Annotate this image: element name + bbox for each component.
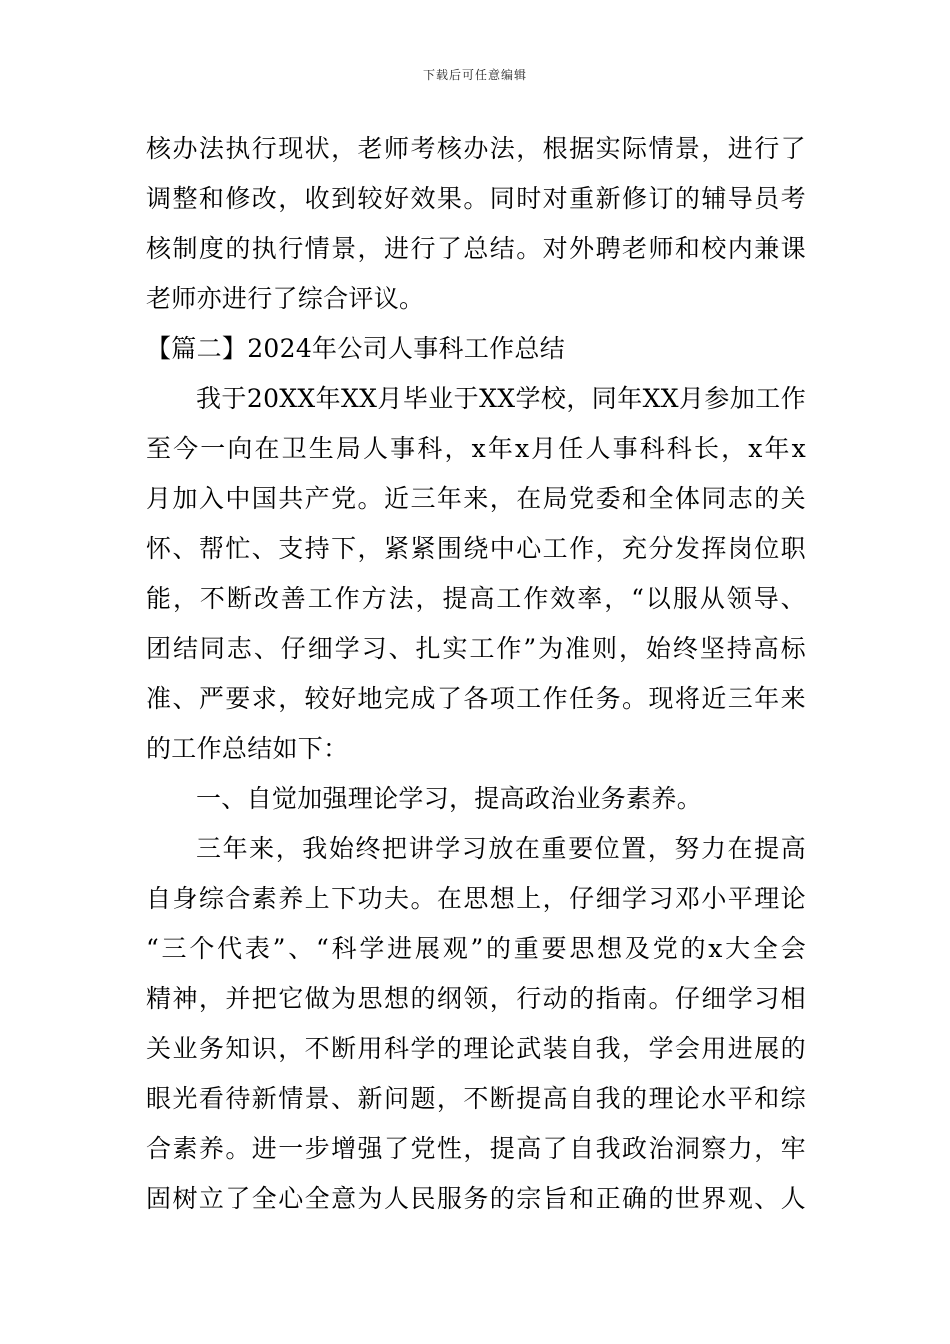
text-line: 关业务知识，不断用科学的理论武装自我，学会用进展的 bbox=[146, 1034, 806, 1063]
text-line: 自身综合素养上下功夫。在思想上，仔细学习邓小平理论 bbox=[146, 884, 806, 913]
text-line: 三年来，我始终把讲学习放在重要位置，努力在提高 bbox=[196, 834, 806, 863]
text-line: 核办法执行现状，老师考核办法，根据实际情景，进行了 bbox=[146, 134, 806, 163]
text-line: 核制度的执行情景，进行了总结。对外聘老师和校内兼课 bbox=[146, 234, 806, 263]
text-line: 合素养。进一步增强了党性，提高了自我政治洞察力，牢 bbox=[146, 1134, 806, 1163]
text-line: 月加入中国共产党。近三年来，在局党委和全体同志的关 bbox=[146, 484, 806, 513]
text-line: 调整和修改，收到较好效果。同时对重新修订的辅导员考 bbox=[146, 184, 806, 213]
text-line: 眼光看待新情景、新问题，不断提高自我的理论水平和综 bbox=[146, 1084, 806, 1113]
section-heading: 【篇二】2024年公司人事科工作总结 bbox=[146, 334, 566, 363]
text-line: 精神，并把它做为思想的纲领，行动的指南。仔细学习相 bbox=[146, 984, 806, 1013]
text-line: 团结同志、仔细学习、扎实工作”为准则，始终坚持高标 bbox=[146, 634, 806, 663]
text-line: 能，不断改善工作方法，提高工作效率，“以服从领导、 bbox=[146, 584, 806, 613]
text-line: 我于20XX年XX月毕业于XX学校，同年XX月参加工作 bbox=[196, 384, 806, 413]
page-header-note: 下载后可任意编辑 bbox=[422, 68, 527, 82]
text-line: 的工作总结如下： bbox=[146, 734, 349, 763]
text-line: 准、严要求，较好地完成了各项工作任务。现将近三年来 bbox=[146, 684, 806, 713]
text-line: 固树立了全心全意为人民服务的宗旨和正确的世界观、人 bbox=[146, 1184, 806, 1213]
text-line: 老师亦进行了综合评议。 bbox=[146, 284, 425, 313]
text-line: 怀、帮忙、支持下，紧紧围绕中心工作，充分发挥岗位职 bbox=[146, 534, 806, 563]
text-line: “三个代表”、“科学进展观”的重要思想及党的x大全会 bbox=[146, 934, 806, 963]
subsection-heading: 一、自觉加强理论学习，提高政治业务素养。 bbox=[196, 784, 703, 813]
document-body bbox=[146, 124, 806, 1224]
text-line: 至今一向在卫生局人事科，x年x月任人事科科长，x年x bbox=[146, 434, 806, 463]
